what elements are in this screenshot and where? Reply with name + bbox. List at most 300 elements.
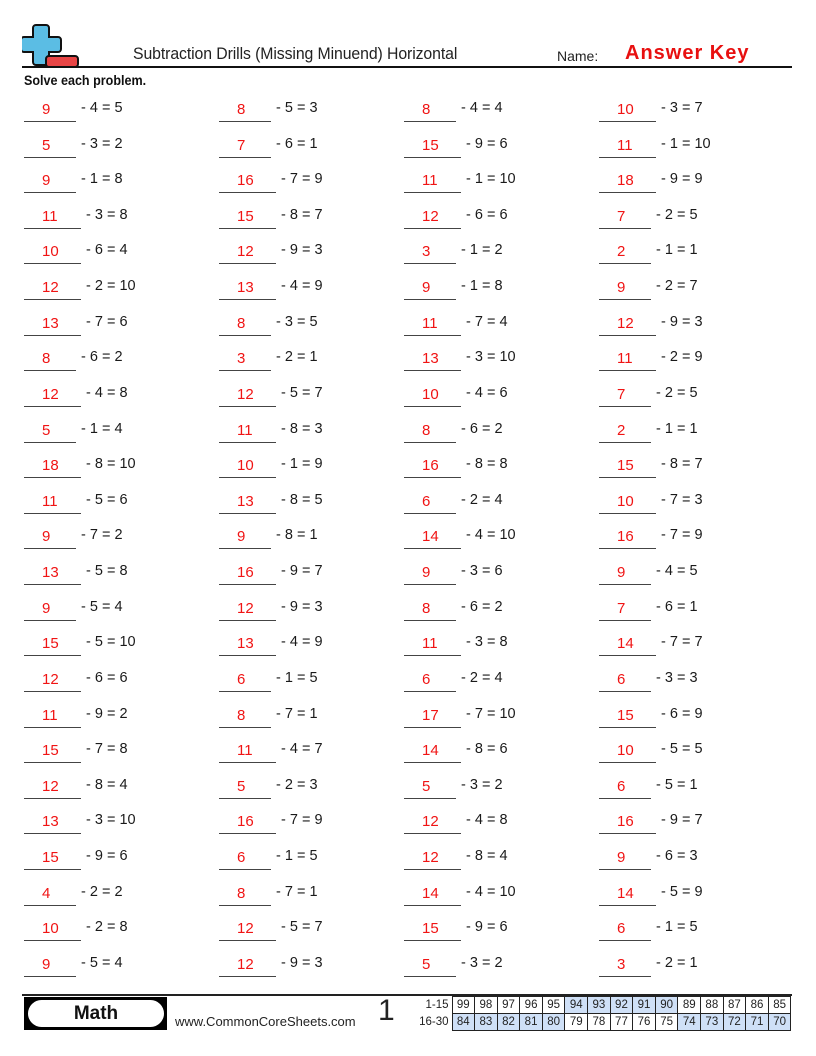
problem-item	[404, 739, 508, 763]
problem-item	[24, 383, 128, 407]
answer-blank[interactable]	[599, 385, 651, 407]
problem-item	[599, 419, 698, 443]
equation-text: - 6 = 6	[466, 206, 508, 223]
answer-value: 12	[237, 385, 254, 403]
answer-blank[interactable]	[24, 314, 81, 336]
problem-item	[24, 169, 123, 193]
problem-item	[219, 739, 323, 763]
problem-item	[24, 917, 128, 941]
answer-value: 6	[237, 670, 246, 688]
score-cell: 78	[588, 1014, 611, 1031]
answer-blank[interactable]	[404, 812, 461, 834]
answer-blank[interactable]	[404, 421, 456, 443]
equation-text: - 9 = 3	[281, 598, 323, 615]
answer-value: 6	[422, 492, 431, 510]
answer-blank[interactable]	[599, 955, 651, 977]
answer-blank[interactable]	[24, 136, 76, 158]
problem-item	[404, 953, 503, 977]
problem-item	[599, 810, 703, 834]
answer-value: 9	[617, 849, 626, 867]
score-row	[414, 1014, 791, 1031]
problem-item	[599, 240, 698, 264]
equation-text: - 1 = 4	[81, 420, 123, 437]
problem-item	[24, 953, 123, 977]
problem-item	[219, 383, 323, 407]
problem-item	[24, 312, 128, 336]
answer-blank[interactable]	[24, 527, 76, 549]
score-cell: 70	[768, 1014, 791, 1031]
problem-item	[404, 276, 503, 300]
answer-blank[interactable]	[404, 848, 461, 870]
problem-item	[24, 454, 136, 478]
answer-value: 7	[617, 385, 626, 403]
score-row-label: 16-30	[419, 1016, 449, 1028]
answer-value: 9	[42, 101, 51, 118]
answer-blank[interactable]	[24, 349, 76, 371]
answer-blank[interactable]	[404, 777, 456, 799]
answer-blank[interactable]	[24, 848, 81, 870]
equation-text: - 7 = 9	[661, 527, 703, 544]
answer-blank[interactable]	[404, 385, 461, 407]
equation-text: - 5 = 3	[276, 100, 318, 116]
answer-value: 11	[422, 635, 438, 653]
answer-value: 12	[42, 385, 59, 403]
problem-item	[599, 668, 698, 692]
answer-blank[interactable]	[219, 848, 271, 870]
equation-text: - 7 = 3	[661, 491, 703, 508]
answer-value: 5	[42, 421, 51, 439]
equation-text: - 3 = 7	[661, 100, 703, 116]
equation-text: - 3 = 8	[466, 634, 508, 651]
equation-text: - 1 = 5	[656, 919, 698, 936]
answer-blank[interactable]	[24, 456, 81, 478]
answer-value: 12	[42, 279, 59, 297]
answer-blank[interactable]	[599, 741, 656, 763]
equation-text: - 1 = 8	[81, 171, 123, 188]
problem-item	[219, 169, 323, 193]
answer-blank[interactable]	[599, 100, 656, 122]
problem-item	[404, 775, 503, 799]
answer-blank[interactable]	[24, 634, 81, 656]
answer-blank[interactable]	[599, 919, 651, 941]
problem-item	[404, 561, 503, 585]
answer-value: 12	[237, 599, 254, 617]
answer-value: 13	[42, 564, 59, 582]
answer-value: 8	[42, 350, 51, 368]
equation-text: - 4 = 6	[466, 384, 508, 401]
equation-text: - 1 = 1	[656, 420, 698, 437]
problem-item	[404, 810, 508, 834]
problem-item	[24, 561, 128, 585]
score-cell: 73	[701, 1014, 724, 1031]
answer-blank[interactable]	[219, 527, 271, 549]
answer-blank[interactable]	[404, 456, 461, 478]
score-cell: 87	[723, 997, 746, 1014]
answer-value: 10	[617, 492, 634, 510]
answer-value: 4	[42, 884, 51, 902]
problem-item	[24, 846, 128, 870]
problem-item	[404, 347, 516, 371]
answer-blank[interactable]	[404, 278, 456, 300]
problem-item	[24, 810, 136, 834]
answer-blank[interactable]	[599, 563, 651, 585]
answer-blank[interactable]	[219, 136, 271, 158]
answer-blank[interactable]	[24, 492, 81, 514]
problem-item	[219, 312, 318, 336]
score-cell: 95	[542, 997, 565, 1014]
equation-text: - 2 = 10	[86, 278, 136, 295]
answer-blank[interactable]	[24, 812, 81, 834]
equation-text: - 6 = 1	[276, 135, 318, 152]
problem-item	[24, 775, 128, 799]
score-cell: 85	[768, 997, 791, 1014]
problem-item	[219, 668, 318, 692]
answer-blank[interactable]	[219, 777, 271, 799]
answer-blank[interactable]	[599, 314, 656, 336]
answer-value: 16	[617, 528, 634, 546]
score-row-label: 1-15	[425, 999, 449, 1011]
answer-value: 17	[422, 706, 439, 724]
equation-text: - 6 = 1	[656, 598, 698, 615]
equation-text: - 2 = 8	[86, 919, 128, 936]
equation-text: - 4 = 8	[466, 812, 508, 829]
problem-item	[24, 882, 123, 906]
answer-blank[interactable]	[24, 563, 81, 585]
problem-item	[219, 525, 318, 549]
problem-item	[599, 347, 703, 371]
problem-item	[404, 632, 508, 656]
answer-blank[interactable]	[404, 207, 461, 229]
problem-item	[219, 98, 318, 122]
answer-value: 9	[422, 279, 431, 297]
answer-value: 3	[617, 955, 626, 973]
equation-text: - 7 = 2	[81, 527, 123, 544]
answer-value: 16	[617, 813, 634, 831]
problem-item	[404, 668, 503, 692]
answer-blank[interactable]	[599, 706, 656, 728]
answer-blank[interactable]	[404, 634, 461, 656]
equation-text: - 5 = 1	[656, 776, 698, 793]
answer-value: 5	[422, 955, 431, 973]
worksheet-title: Subtraction Drills (Missing Minuend) Horizontal	[133, 44, 458, 63]
answer-blank[interactable]	[219, 919, 276, 941]
answer-blank[interactable]	[219, 741, 276, 763]
answer-value: 12	[237, 920, 254, 938]
equation-text: - 9 = 6	[466, 919, 508, 936]
equation-text: - 5 = 10	[86, 634, 136, 651]
subject-badge	[24, 997, 167, 1030]
answer-blank[interactable]	[219, 599, 276, 621]
answer-blank[interactable]	[404, 349, 461, 371]
answer-blank[interactable]	[24, 100, 76, 122]
answer-blank[interactable]	[219, 242, 276, 264]
score-cell: 97	[497, 997, 520, 1014]
answer-blank[interactable]	[599, 599, 651, 621]
problem-item	[599, 169, 703, 193]
equation-text: - 8 = 7	[281, 206, 323, 223]
answer-blank[interactable]	[219, 706, 271, 728]
score-cell: 99	[452, 997, 475, 1014]
answer-blank[interactable]	[404, 741, 461, 763]
problem-item	[219, 810, 323, 834]
answer-value: 5	[422, 777, 431, 795]
equation-text: - 4 = 9	[281, 634, 323, 651]
problem-item	[24, 668, 128, 692]
problem-item	[219, 490, 323, 514]
answer-blank[interactable]	[404, 136, 461, 158]
answer-value: 10	[42, 243, 59, 261]
answer-blank[interactable]	[404, 492, 456, 514]
problem-item	[24, 419, 123, 443]
answer-value: 6	[617, 920, 626, 938]
answer-value: 15	[42, 635, 59, 653]
answer-blank[interactable]	[219, 314, 271, 336]
answer-value: 9	[617, 564, 626, 582]
equation-text: - 8 = 10	[86, 456, 136, 473]
answer-blank[interactable]	[404, 670, 456, 692]
equation-text: - 1 = 9	[281, 456, 323, 473]
answer-blank[interactable]	[599, 456, 656, 478]
problem-item	[599, 312, 703, 336]
answer-value: 7	[617, 207, 626, 225]
equation-text: - 2 = 1	[276, 349, 318, 366]
problem-item	[24, 704, 128, 728]
answer-blank[interactable]	[24, 919, 81, 941]
equation-text: - 4 = 5	[656, 563, 698, 580]
answer-blank[interactable]	[404, 919, 461, 941]
answer-value: 16	[237, 172, 254, 190]
subject-label: Math	[28, 1000, 164, 1027]
score-cell: 86	[746, 997, 769, 1014]
score-cell: 90	[655, 997, 678, 1014]
answer-blank[interactable]	[219, 171, 276, 193]
answer-value: 9	[42, 955, 51, 973]
answer-blank[interactable]	[599, 242, 651, 264]
answer-blank[interactable]	[599, 492, 656, 514]
answer-value: 9	[617, 279, 626, 297]
equation-text: - 9 = 7	[281, 563, 323, 580]
answer-blank[interactable]	[219, 100, 271, 122]
equation-text: - 4 = 8	[86, 384, 128, 401]
answer-blank[interactable]	[219, 456, 276, 478]
score-cell: 77	[610, 1014, 633, 1031]
answer-blank[interactable]	[599, 670, 651, 692]
equation-text: - 7 = 9	[281, 171, 323, 188]
answer-blank[interactable]	[219, 884, 271, 906]
score-cell: 72	[723, 1014, 746, 1031]
score-cell: 75	[655, 1014, 678, 1031]
answer-value: 2	[617, 243, 626, 261]
score-cell: 74	[678, 1014, 701, 1031]
answer-value: 8	[422, 101, 431, 118]
answer-value: 10	[42, 920, 59, 938]
equation-text: - 7 = 4	[466, 313, 508, 330]
equation-text: - 3 = 3	[656, 669, 698, 686]
score-cell: 89	[678, 997, 701, 1014]
problem-item	[219, 704, 318, 728]
answer-blank[interactable]	[404, 527, 461, 549]
answer-blank[interactable]	[219, 207, 276, 229]
equation-text: - 7 = 1	[276, 883, 318, 900]
problem-item	[24, 632, 136, 656]
answer-value: 9	[237, 528, 246, 546]
answer-blank[interactable]	[599, 136, 656, 158]
answer-value: 10	[617, 742, 634, 760]
answer-value: 15	[237, 207, 254, 225]
answer-blank[interactable]	[599, 812, 656, 834]
page-number: 1	[378, 994, 395, 1027]
answer-value: 8	[237, 706, 246, 724]
answer-blank[interactable]	[219, 563, 276, 585]
equation-text: - 3 = 2	[81, 135, 123, 152]
answer-value: 3	[237, 350, 246, 368]
problem-item	[219, 882, 318, 906]
equation-text: - 7 = 1	[276, 705, 318, 722]
answer-blank[interactable]	[24, 670, 81, 692]
answer-blank[interactable]	[219, 634, 276, 656]
answer-blank[interactable]	[24, 741, 81, 763]
problem-item	[24, 347, 123, 371]
equation-text: - 2 = 7	[656, 278, 698, 295]
answer-blank[interactable]	[599, 421, 651, 443]
score-cell: 79	[565, 1014, 588, 1031]
score-cell: 92	[610, 997, 633, 1014]
answer-blank[interactable]	[24, 171, 76, 193]
problem-item	[24, 739, 128, 763]
answer-blank[interactable]	[24, 242, 81, 264]
answer-value: 13	[237, 492, 254, 510]
equation-text: - 8 = 3	[281, 420, 323, 437]
equation-text: - 7 = 10	[466, 705, 516, 722]
answer-blank[interactable]	[24, 385, 81, 407]
answer-blank[interactable]	[219, 812, 276, 834]
answer-blank[interactable]	[404, 563, 456, 585]
answer-value: 11	[237, 742, 253, 760]
answer-blank[interactable]	[219, 421, 276, 443]
answer-blank[interactable]	[599, 207, 651, 229]
equation-text: - 2 = 5	[656, 206, 698, 223]
answer-blank[interactable]	[24, 884, 76, 906]
equation-text: - 8 = 4	[86, 776, 128, 793]
equation-text: - 4 = 9	[281, 278, 323, 295]
equation-text: - 9 = 3	[281, 954, 323, 971]
answer-blank[interactable]	[404, 314, 461, 336]
answer-value: 5	[237, 777, 246, 795]
answer-blank[interactable]	[24, 278, 81, 300]
answer-blank[interactable]	[599, 278, 651, 300]
answer-blank[interactable]	[404, 706, 461, 728]
answer-value: 8	[237, 884, 246, 902]
answer-value: 11	[237, 421, 253, 439]
answer-blank[interactable]	[404, 599, 456, 621]
answer-blank[interactable]	[24, 706, 81, 728]
answer-blank[interactable]	[24, 599, 76, 621]
answer-blank[interactable]	[599, 349, 656, 371]
score-cell: 93	[588, 997, 611, 1014]
answer-blank[interactable]	[219, 385, 276, 407]
answer-blank[interactable]	[219, 349, 271, 371]
answer-blank[interactable]	[599, 634, 656, 656]
problem-item	[599, 525, 703, 549]
answer-blank[interactable]	[404, 884, 461, 906]
problem-item	[219, 846, 318, 870]
problem-item	[599, 98, 703, 122]
equation-text: - 4 = 10	[466, 883, 516, 900]
equation-text: - 7 = 9	[281, 812, 323, 829]
equation-text: - 7 = 8	[86, 741, 128, 758]
equation-text: - 7 = 7	[661, 634, 703, 651]
name-value-answer-key: Answer Key	[625, 42, 750, 64]
problem-item	[219, 205, 323, 229]
answer-blank[interactable]	[599, 527, 656, 549]
answer-blank[interactable]	[599, 884, 656, 906]
equation-text: - 3 = 10	[86, 812, 136, 829]
answer-blank[interactable]	[219, 492, 276, 514]
equation-text: - 8 = 8	[466, 456, 508, 473]
answer-value: 14	[422, 742, 439, 760]
answer-blank[interactable]	[404, 242, 456, 264]
problem-item	[599, 134, 711, 158]
answer-value: 15	[42, 849, 59, 867]
answer-blank[interactable]	[219, 955, 276, 977]
problem-item	[599, 490, 703, 514]
answer-blank[interactable]	[404, 171, 461, 193]
problem-item	[404, 704, 516, 728]
answer-value: 12	[422, 813, 439, 831]
answer-blank[interactable]	[24, 207, 81, 229]
score-cell: 83	[475, 1014, 498, 1031]
problem-item	[24, 205, 128, 229]
answer-blank[interactable]	[219, 278, 276, 300]
problem-item	[219, 632, 323, 656]
problem-item	[24, 98, 123, 122]
equation-text: - 4 = 4	[461, 100, 503, 116]
equation-text: - 3 = 10	[466, 349, 516, 366]
problem-item	[404, 597, 503, 621]
equation-text: - 3 = 2	[461, 954, 503, 971]
answer-blank[interactable]	[599, 777, 651, 799]
answer-value: 14	[422, 528, 439, 546]
answer-blank[interactable]	[24, 777, 81, 799]
equation-text: - 2 = 3	[276, 776, 318, 793]
problem-item	[404, 205, 508, 229]
problem-item	[219, 917, 323, 941]
problem-item	[24, 490, 128, 514]
answer-blank[interactable]	[24, 421, 76, 443]
answer-blank[interactable]	[24, 955, 76, 977]
answer-blank[interactable]	[599, 848, 651, 870]
answer-value: 10	[237, 457, 254, 475]
answer-blank[interactable]	[599, 171, 656, 193]
equation-text: - 6 = 3	[656, 848, 698, 865]
score-row	[414, 997, 791, 1014]
problem-item	[24, 597, 123, 621]
answer-blank[interactable]	[404, 100, 456, 122]
problem-item	[404, 312, 508, 336]
answer-value: 15	[42, 742, 59, 760]
problem-item	[404, 490, 503, 514]
answer-value: 6	[617, 670, 626, 688]
answer-blank[interactable]	[219, 670, 271, 692]
problem-item	[219, 347, 318, 371]
equation-text: - 7 = 6	[86, 313, 128, 330]
answer-value: 18	[617, 172, 634, 190]
problem-item	[404, 98, 503, 122]
problem-item	[404, 134, 508, 158]
answer-blank[interactable]	[404, 955, 456, 977]
equation-text: - 4 = 10	[466, 527, 516, 544]
equation-text: - 1 = 8	[461, 278, 503, 295]
